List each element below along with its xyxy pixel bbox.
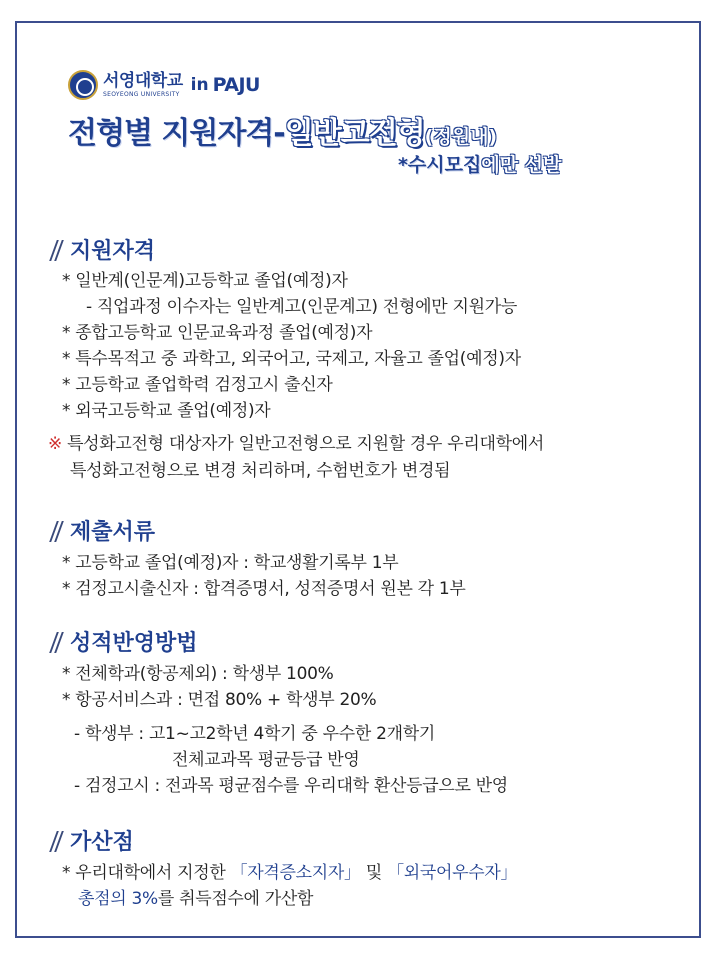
- double-slash-icon: [48, 239, 64, 261]
- grading-line: - 검정고시 : 전과목 평균점수를 우리대학 환산등급으로 반영: [74, 776, 508, 796]
- subtitle-part1: *수시모집: [398, 154, 482, 176]
- grading-line: * 항공서비스과 : 면접 80% + 학생부 20%: [62, 690, 377, 710]
- eligibility-line: * 특수목적고 중 과학고, 외국어고, 국제고, 자율고 졸업(예정)자: [62, 349, 521, 369]
- section-heading-grading: 성적반영방법: [48, 626, 198, 657]
- page-subtitle: [398, 150, 561, 177]
- double-slash-icon: [48, 631, 64, 653]
- grading-line: * 전체학과(항공제외) : 학생부 100%: [62, 664, 334, 684]
- university-seal-icon: [68, 70, 98, 100]
- subtitle-part2: 에만 선발: [481, 154, 562, 176]
- title-part1: 전형별 지원자격-: [68, 116, 285, 151]
- eligibility-line: * 고등학교 졸업학력 검정고시 출신자: [62, 375, 333, 395]
- eligibility-note: [48, 429, 544, 454]
- section-heading-bonus: 가산점: [48, 825, 134, 856]
- eligibility-line: - 직업과정 이수자는 일반계고(인문계고) 전형에만 지원가능: [86, 297, 517, 317]
- bonus-line-1: * 우리대학에서 지정한 「자격증소지자」 및 「외국어우수자」: [62, 863, 518, 883]
- logo-campus: PAJU: [212, 74, 260, 96]
- documents-line: * 고등학교 졸업(예정)자 : 학교생활기록부 1부: [62, 553, 399, 573]
- logo-name-kr: 서영대학교: [103, 70, 183, 91]
- section-heading-documents: 제출서류: [48, 515, 155, 546]
- documents-line: * 검정고시출신자 : 합격증명서, 성적증명서 원본 각 1부: [62, 579, 466, 599]
- page-title: [68, 108, 497, 152]
- logo-in: in: [190, 75, 209, 95]
- double-slash-icon: [48, 520, 64, 542]
- bonus-highlight: 「외국어우수자」: [387, 863, 518, 883]
- bonus-highlight: 총점의 3%: [78, 889, 158, 909]
- bonus-highlight: 「자격증소지자」: [230, 863, 361, 883]
- bonus-line-2: 총점의 3%를 취득점수에 가산함: [78, 889, 314, 909]
- grading-line: - 학생부 : 고1~고2학년 4학기 중 우수한 2개학기: [74, 724, 435, 744]
- section-heading-eligibility: 지원자격: [48, 234, 155, 265]
- logo-name-en: SEOYEONG UNIVERSITY: [103, 90, 180, 98]
- note-mark-icon: ※: [48, 434, 62, 454]
- grading-line: 전체교과목 평균등급 반영: [172, 750, 360, 770]
- eligibility-line: * 종합고등학교 인문교육과정 졸업(예정)자: [62, 323, 373, 343]
- double-slash-icon: [48, 830, 64, 852]
- title-part3: (정원내): [424, 126, 498, 148]
- eligibility-note-line2: 특성화고전형으로 변경 처리하며, 수험번호가 변경됨: [70, 461, 451, 481]
- title-part2: 일반고전형: [284, 116, 425, 151]
- university-logo: [68, 68, 260, 102]
- eligibility-note-line1: 특성화고전형 대상자가 일반고전형으로 지원할 경우 우리대학에서: [67, 434, 544, 454]
- eligibility-line: * 일반계(인문계)고등학교 졸업(예정)자: [62, 271, 348, 291]
- eligibility-line: * 외국고등학교 졸업(예정)자: [62, 401, 271, 421]
